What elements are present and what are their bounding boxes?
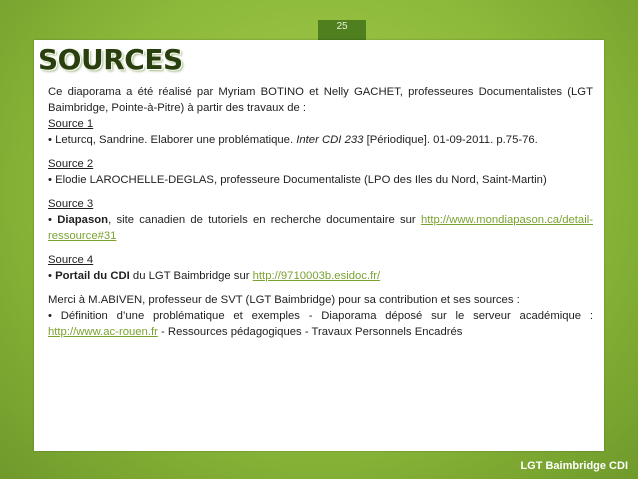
source-2-text xyxy=(48,172,593,188)
bullet: • xyxy=(48,270,56,282)
source-text: [Périodique]. 01-09-2011. p.75-76. xyxy=(363,134,538,146)
source-heading: Source 2 xyxy=(48,158,94,170)
source-4-text xyxy=(48,268,593,284)
ac-rouen-link[interactable]: http://www.ac-rouen.fr xyxy=(48,326,158,338)
source-1 xyxy=(48,116,593,148)
source-3 xyxy=(48,196,593,244)
source-heading: Source 4 xyxy=(48,254,94,266)
thanks-text-before: Définition d’une problématique et exemples - Diaporama déposé sur le serveur académique : xyxy=(60,310,594,322)
source-heading: Source 3 xyxy=(48,198,94,210)
thanks-text xyxy=(48,308,593,340)
source-text: Leturcq, Sandrine. Elaborer une problématique. xyxy=(55,134,297,146)
page-number: 25 xyxy=(318,20,366,44)
esidoc-link[interactable]: http://9710003b.esidoc.fr/ xyxy=(252,270,381,282)
bullet: • xyxy=(48,214,58,226)
footer-brand: LGT Baimbridge CDI xyxy=(520,460,628,472)
source-bold: Diapason xyxy=(57,214,109,226)
source-heading: Source 1 xyxy=(48,118,94,130)
source-3-text xyxy=(48,212,593,244)
source-bold: Portail du CDI xyxy=(55,270,130,282)
diapason-link[interactable]: http://www.mondiapason.ca/detail-ressource#31 xyxy=(48,214,593,242)
bullet: • xyxy=(48,134,56,146)
slide-content xyxy=(48,84,593,348)
source-1-text xyxy=(48,132,593,148)
intro-paragraph: Ce diaporama a été réalisé par Myriam BOTINO et Nelly GACHET, professeures Documentalistes (LGT Baimbridge, Pointe-à-Pitre) à partir des travaux de : xyxy=(48,86,593,114)
source-italic: Inter CDI 233 xyxy=(296,134,364,146)
bullet: • xyxy=(48,174,56,186)
source-text: Elodie LAROCHELLE-DEGLAS, professeure Documentaliste (LPO des Iles du Nord, Saint-Martin) xyxy=(55,174,547,186)
slide-title: SOURCES xyxy=(38,43,183,76)
thanks-section xyxy=(48,292,593,340)
bullet: • xyxy=(48,310,61,322)
source-2 xyxy=(48,156,593,188)
thanks-line: Merci à M.ABIVEN, professeur de SVT (LGT Baimbridge) pour sa contribution et ses sources : xyxy=(48,294,520,306)
source-text: , site canadien de tutoriels en recherche documentaire sur xyxy=(108,214,421,226)
source-text: du LGT Baimbridge sur xyxy=(129,270,253,282)
source-4 xyxy=(48,252,593,284)
thanks-text-after: - Ressources pédagogiques - Travaux Personnels Encadrés xyxy=(157,326,463,338)
